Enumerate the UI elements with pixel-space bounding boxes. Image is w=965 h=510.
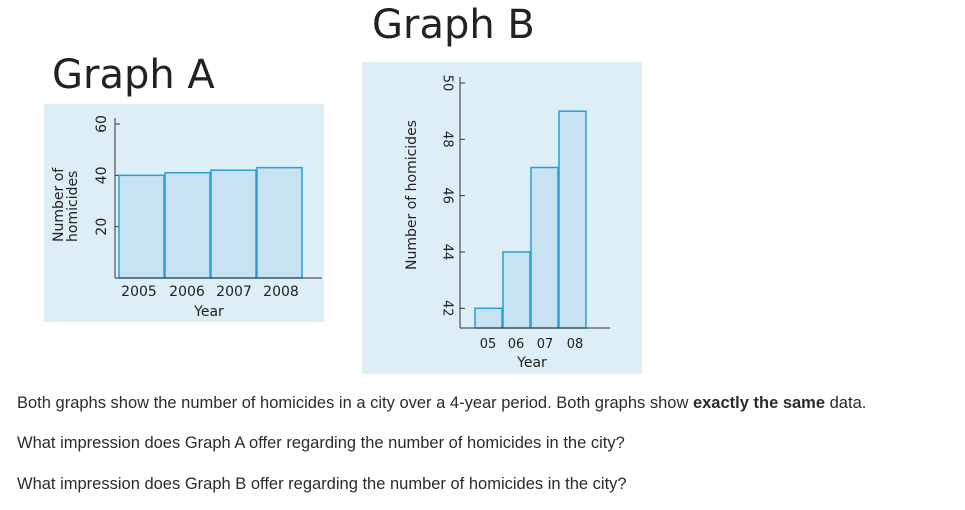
graph-b-xtick-label-05: 05 — [479, 337, 497, 352]
graph-b-ytick-label-46: 46 — [439, 187, 455, 204]
graph-b-ytick-label-42: 42 — [439, 300, 455, 317]
graph-a-bar-2005 — [119, 175, 164, 278]
graph-b-ytick-label-44: 44 — [439, 243, 455, 261]
intro-text — [17, 394, 866, 413]
graph-b-ytick-label-48: 48 — [439, 131, 455, 148]
graph-a-ytick-label-40: 40 — [94, 166, 110, 185]
intro-text-bold: exactly the same — [692, 394, 826, 412]
graph-a-ylabel-line1: Number of — [51, 167, 67, 242]
graph-b-title: Graph B — [372, 2, 535, 48]
graph-b-xtick-label-07: 07 — [536, 337, 554, 352]
intro-text-start: Both graphs show the number of homicides in a city over a 4-year period. Both graphs show — [17, 394, 693, 412]
graph-a-ytick-label-20: 20 — [94, 217, 110, 236]
graph-a-xtick-label-2006: 2006 — [169, 284, 205, 300]
graph-a — [44, 104, 324, 322]
graph-a-title: Graph A — [52, 52, 215, 98]
graph-b-bar-07 — [531, 167, 558, 328]
graph-a-xtick-label-2007: 2007 — [216, 284, 252, 300]
graph-a-bar-2007 — [211, 170, 256, 278]
graph-a-xtick-label-2008: 2008 — [263, 284, 299, 300]
graph-a-xlabel: Year — [194, 304, 224, 320]
question-graph-b: What impression does Graph B offer regarding the number of homicides in the city? — [17, 475, 627, 493]
graph-b-ylabel: Number of homicides — [404, 120, 420, 270]
graph-b — [362, 62, 642, 374]
graph-b-xtick-label-06: 06 — [507, 337, 525, 352]
graph-a-bar-2008 — [257, 168, 302, 278]
graph-b-bar-06 — [503, 252, 530, 328]
graph-a-xtick-label-2005: 2005 — [121, 284, 157, 300]
graph-b-xlabel: Year — [517, 355, 547, 371]
graph-a-ytick-label-60: 60 — [94, 115, 110, 133]
graph-b-bar-05 — [475, 308, 502, 328]
intro-text-end: data. — [825, 394, 867, 412]
graph-b-ytick-label-50: 50 — [439, 74, 455, 92]
graph-b-xtick-label-08: 08 — [566, 337, 584, 352]
question-graph-a: What impression does Graph A offer regarding the number of homicides in the city? — [17, 434, 625, 452]
graph-a-ylabel-line2: homicides — [65, 170, 81, 242]
graph-b-bar-08 — [559, 111, 586, 328]
graph-a-bar-2006 — [165, 173, 210, 278]
